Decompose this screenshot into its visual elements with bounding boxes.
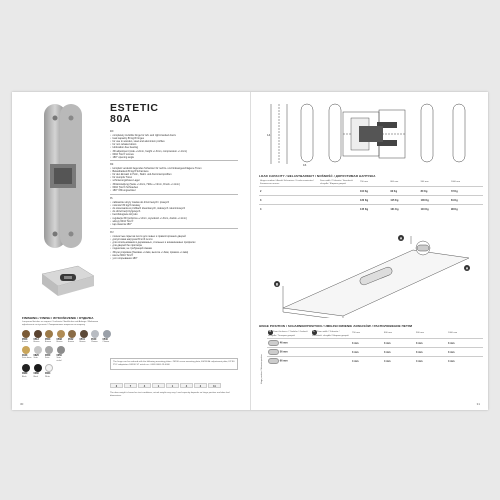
- feature-item: • допустимая нагрузка 80 кг/3 петли: [110, 238, 238, 241]
- finish-heading: FINISHING / FINISH / WYKOŃCZENIE / ОТДЕЛКА: [22, 316, 94, 320]
- product-title: ESTETIC 80A: [110, 102, 159, 125]
- page-number-left: 30: [20, 402, 24, 406]
- page-number-right: 31: [476, 402, 480, 406]
- finish-swatch: [22, 364, 32, 378]
- swatch-code: 0503: [22, 337, 28, 341]
- finish-swatch: [57, 330, 67, 344]
- load-head-width-900: 900 mm: [420, 181, 429, 184]
- hinge-head-width-750: 750 mm: [352, 332, 360, 335]
- swatch-chip: [22, 346, 30, 354]
- swatch-name: Bronze: [22, 341, 28, 344]
- finish-swatch: [80, 364, 90, 378]
- hinge-icon: [268, 340, 279, 346]
- value-cell: 3 mm: [383, 339, 415, 348]
- drawing-dimension: 14: [267, 133, 271, 137]
- feature-item: • 3D-регулировка (боковая +/-2мм, высота +/-3мм, прижим +/-1мм): [110, 251, 238, 254]
- load-head-width: Door width / Türbreite / Szerokość skrzydła / Ширина дверей: [320, 180, 354, 185]
- load-capacity-table: [259, 180, 483, 214]
- swatch-name: Chrome: [102, 341, 110, 344]
- swatch-chip: [34, 330, 42, 338]
- value-cell: 90 Kg: [389, 187, 419, 196]
- row-label: [267, 348, 311, 357]
- row-label: [267, 339, 311, 348]
- swatch-code: 0540: [102, 337, 108, 341]
- feature-item: • komplett verdeckt liegendes Scharnier für rechts- und linksangeschlagene Türen: [110, 167, 238, 170]
- value-cell: 4 mm: [383, 357, 415, 366]
- swatch-name: Bronze: [56, 341, 63, 344]
- swatch-name: Bronze: [45, 341, 51, 344]
- value-cell: 110 Kg: [420, 205, 450, 214]
- spacer-cell: [319, 187, 359, 196]
- feature-item: • load capacity 80 kg/3 hinges: [110, 137, 238, 140]
- digit-cell: 2: [194, 383, 207, 388]
- spacer-cell: [311, 348, 351, 357]
- swatch-code: 0043: [22, 353, 28, 357]
- value-cell: 100 Kg: [420, 196, 450, 205]
- value-cell: 145 Kg: [359, 205, 389, 214]
- row-label: 4: [259, 205, 319, 214]
- feature-item: • для использования в деревянных, стальных и алюминиевых профилях: [110, 241, 238, 244]
- features-en: EN • completely invisible hinge for left- and right-handed doors • load capacity 80 kg/3 hinges • for use in wooden, steel and aluminium profiles • for non rebated doors • lubrication-free bearing • 3D adjustment (side +/-2mm, height +/-3mm, compression +/-1mm) • 6010 Torx® screws • 180° opening angle: [110, 130, 238, 159]
- value-cell: 130 Kg: [359, 196, 389, 205]
- swatch-code: 0080: [22, 371, 28, 375]
- feature-item: • Belastbarkeit 80 kg/3 Scharniere: [110, 170, 238, 173]
- value-cell: 3 mm: [383, 348, 415, 357]
- finish-swatch: [80, 346, 90, 362]
- vertical-label: Hinge position / Scharnierposition: [261, 354, 263, 384]
- hinge-head-width: Door width / Türbreite / Szerokość skrzydła / Ширина дверей: [312, 331, 349, 337]
- feature-item: • für stumpfe Türen: [110, 176, 238, 179]
- finish-swatch: [91, 346, 101, 362]
- hinge-position-heading: HINGE POSITION / SCHARNIERPOSITION / UMIEJSCOWIENIE ZAWIASÓW / РАСПОЛОЖЕНИЕ ПЕТЛИ: [259, 324, 413, 328]
- swatch-name: Satin: [33, 357, 38, 360]
- value-cell: 98 Kg: [450, 205, 483, 214]
- feature-item: • for use in wooden, steel and aluminium profiles: [110, 140, 238, 143]
- digit-cell: 11: [208, 383, 221, 388]
- feature-item: • for non rebated doors: [110, 143, 238, 146]
- value-cell: 81 Kg: [450, 196, 483, 205]
- finish-swatch: [68, 364, 78, 378]
- swatch-name: Black: [22, 375, 27, 378]
- feature-item: • do drzwi bezprzylgowych: [110, 210, 238, 213]
- marker-a: A: [465, 266, 469, 271]
- swatch-chip: [22, 330, 30, 338]
- swatch-row: [22, 330, 112, 344]
- divider: [110, 160, 238, 161]
- swatch-code: 0540: [91, 337, 97, 341]
- load-capacity-heading: LOAD CAPACITY / BELASTBARKEIT / NOŚNOŚĆ / ДОПУСТИМАЯ НАГРУЗКА: [259, 174, 376, 178]
- hinge-icon: [268, 349, 279, 355]
- hinge-head-width-800: 800 mm: [384, 332, 392, 335]
- feature-item: • lubrication-free bearing: [110, 146, 238, 149]
- swatch-name: White: [45, 375, 50, 378]
- swatch-code: 0538: [56, 337, 62, 341]
- spacer-cell: [319, 205, 359, 214]
- drawing-dimension: 16: [303, 163, 307, 167]
- feature-item: • 180° Öffnungswinkel: [110, 189, 238, 192]
- finish-swatch: [80, 330, 90, 344]
- finish-swatches: [22, 330, 112, 381]
- feature-item: • 3D adjustment (side +/-2mm, height +/-3mm, compression +/-1mm): [110, 150, 238, 153]
- value-cell: 80 Kg: [420, 187, 450, 196]
- feature-item: • schmierungsfreies Lager: [110, 179, 238, 182]
- feature-item: • całkowicie ukryty zawias do drzwi lewych i prawych: [110, 201, 238, 204]
- hinge-product-photo: [28, 102, 96, 250]
- left-page: [12, 92, 250, 410]
- swatch-code: 0080: [33, 371, 39, 375]
- feature-item: • для дверей без притвора: [110, 244, 238, 247]
- marker-l-badge: L: [313, 330, 316, 333]
- swatch-code: 0542: [68, 337, 74, 341]
- feature-item: • kąt otwarcia 180°: [110, 223, 238, 226]
- digit-cell: 4: [138, 383, 151, 388]
- swatch-name: Chrome: [91, 341, 98, 344]
- table-row: [267, 348, 483, 357]
- finish-swatch: [34, 330, 44, 344]
- feature-item: • винты 6010 Torx®: [110, 254, 238, 257]
- swatch-name: Black: [33, 375, 39, 378]
- door-thickness: 66 mm: [279, 360, 288, 364]
- swatch-chip: [68, 330, 76, 338]
- load-head-width-1000: 1000 mm: [450, 181, 461, 184]
- swatch-code: 0050: [45, 353, 51, 357]
- finish-swatch: [45, 364, 55, 378]
- feature-item: • für den Einsatz in Holz-, Stahl- und Aluminiumprofilen: [110, 173, 238, 176]
- table-row: [267, 339, 483, 348]
- row-label: 2: [259, 187, 319, 196]
- finish-swatch: [45, 346, 55, 362]
- load-head-width-750: 750 mm: [360, 181, 368, 184]
- swatch-chip: [34, 346, 42, 354]
- door-diagram: [263, 228, 479, 318]
- spacer-cell: [311, 339, 351, 348]
- table-row: [267, 357, 483, 366]
- feature-item: • угол открывания 180°: [110, 257, 238, 260]
- marker-b: B: [275, 282, 279, 287]
- hinge-head-width-900: 900 mm: [416, 332, 424, 335]
- swatch-row: [22, 364, 112, 378]
- digit-strip: [110, 383, 221, 388]
- swatch-chip: [57, 346, 65, 354]
- value-cell: 3 mm: [351, 339, 383, 348]
- feature-item: • 180° opening angle: [110, 156, 238, 159]
- finish-swatch: [45, 330, 55, 344]
- digit-cell: 3: [110, 383, 123, 388]
- value-cell: 110 Kg: [359, 187, 389, 196]
- load-head-width-800: 800 mm: [390, 181, 399, 184]
- value-cell: 72 Kg: [450, 187, 483, 196]
- features-de: DE • komplett verdeckt liegendes Scharnier für rechts- und linksangeschlagene Türen • Belastbarkeit 80 kg/3 Scharniere • für den Einsatz in Holz-, Stahl- und Aluminiumprofilen • für stumpfe Türen • schmierungsfreies Lager • 3D-Einstellung (Seite +/-2mm, Höhe +/-3mm, Druck +/-1mm) • 6010 Torx®-Schrauben • 180° Öffnungswinkel: [110, 163, 238, 192]
- swatch-code: 0504: [45, 337, 51, 341]
- mounting-note: The hinge can be ordered with the following mounting plates: ZM 80 screw mounting plate, EM 80 AL adjustment plate, KP 80 PVC adaptation. EM 80 ST article no.: 0403-0000-13-0000: [110, 358, 238, 370]
- swatch-code: 0064: [45, 371, 51, 375]
- divider: [110, 194, 238, 195]
- swatch-code: 0050: [56, 353, 62, 357]
- value-cell: 3 mm: [351, 348, 383, 357]
- finish-swatch: [91, 364, 101, 378]
- digit-cell: 1: [152, 383, 165, 388]
- value-cell: 4 mm: [351, 357, 383, 366]
- hinge-position-table: [267, 330, 483, 366]
- marker-a: A: [399, 236, 403, 241]
- feature-item: • bezobsługowe łożysko: [110, 213, 238, 216]
- swatch-name: Satin brass: [22, 357, 32, 360]
- feature-item: • подшипник, не требующий смазки: [110, 247, 238, 250]
- spacer-cell: [311, 357, 351, 366]
- finish-swatch: [34, 364, 44, 378]
- technical-drawing: [259, 100, 483, 168]
- value-cell: 3 mm: [447, 348, 483, 357]
- feature-item: • wkręty 6010 Torx®: [110, 220, 238, 223]
- warning-note: The door weight is based on test conditions, actual weight may vary. Load capacity depends on hinge position and door leaf dimensions.: [110, 392, 230, 397]
- value-cell: 131 Kg: [389, 205, 419, 214]
- swatch-name: Bronze: [68, 341, 74, 344]
- value-cell: 4 mm: [415, 357, 447, 366]
- swatch-name: Bronze: [79, 341, 86, 344]
- feature-item: • 6010 Torx®-Schrauben: [110, 186, 238, 189]
- feature-item: • nośność 80 kg/3 zawiasy: [110, 204, 238, 207]
- finish-swatch: [68, 346, 78, 362]
- finish-swatch: [34, 346, 44, 362]
- hinge-icon: [268, 358, 279, 364]
- finish-description: Lacquered finishes on request / Lackierte Oberflächen auf Anfrage / Malowane wykończenie na życzenie / Лакированные покрытия по запросу: [22, 321, 99, 326]
- feature-item: • полностью скрытая петля для левых и правосторонних дверей: [110, 235, 238, 238]
- value-cell: 3 mm: [415, 348, 447, 357]
- divider: [110, 228, 238, 229]
- swatch-chip: [91, 330, 99, 338]
- swatch-name: Satin nickel: [56, 357, 62, 362]
- features-ru: RU • полностью скрытая петля для левых и правосторонних дверей • допустимая нагрузка 80 кг/3 петли • для использования в деревянных, стальных и алюминиевых профилях • для дверей без притвора • подшипник, не требующий смазки • 3D-регулировка (боковая +/-2мм, высота +/-3мм, прижим +/-1мм) • винты 6010 Torx® • угол открывания 180°: [110, 231, 238, 260]
- digit-cell: 7: [124, 383, 137, 388]
- row-label: [267, 357, 311, 366]
- swatch-chip: [45, 330, 53, 338]
- door-thickness: 46 mm: [279, 341, 288, 345]
- hinge-head-thickness: Door thickness / Türdicke / Grubość skrzydła / Толщина дверей: [268, 331, 308, 337]
- swatch-chip: [80, 330, 88, 338]
- value-cell: 4 mm: [447, 357, 483, 366]
- swatch-row: [22, 346, 112, 362]
- finish-swatch: [22, 330, 32, 344]
- digit-cell: 1: [166, 383, 179, 388]
- feature-item: • do stosowania w profilach drewnianych, stalowych i aluminiowych: [110, 207, 238, 210]
- catalog-spread: [12, 92, 488, 410]
- door-thickness: 56 mm: [279, 350, 288, 354]
- swatch-chip: [103, 330, 111, 338]
- value-cell: 115 Kg: [389, 196, 419, 205]
- finish-swatch: [57, 364, 67, 378]
- finish-swatch: [57, 346, 67, 362]
- row-label: 3: [259, 196, 319, 205]
- digit-cell: 4: [180, 383, 193, 388]
- marker-b-badge: B: [269, 330, 272, 333]
- hinge-head-width-1000: 1000 mm: [448, 332, 458, 335]
- swatch-chip: [45, 346, 53, 354]
- finish-swatch: [68, 330, 78, 344]
- spacer-cell: [319, 196, 359, 205]
- features-pl: PL • całkowicie ukryty zawias do drzwi lewych i prawych • nośność 80 kg/3 zawiasy • do stosowania w profilach drewnianych, stalowych i aluminiowych • do drzwi bezprzylgowych • bezobsługowe łożysko • regulacja 3D (pozioma +/-2mm, wysokość +/-3mm, docisk +/-1mm) • wkręty 6010 Torx® • kąt otwarcia 180°: [110, 197, 238, 226]
- hinge-installed-photo: [38, 260, 98, 302]
- table-row: [259, 196, 483, 205]
- feature-item: • 6010 Torx® screws: [110, 153, 238, 156]
- value-cell: 3 mm: [447, 339, 483, 348]
- swatch-code: 0541: [79, 337, 85, 341]
- feature-item: • completely invisible hinge for left- and right-handed doors: [110, 134, 238, 137]
- swatch-chip: [57, 330, 65, 338]
- swatch-name: Bronze: [33, 341, 40, 344]
- load-head-hinges: Hinges number / Anzahl Scharniere / Liczba zawiasów / Количество петель: [260, 180, 314, 185]
- finish-swatch: [91, 330, 101, 344]
- table-row: [259, 187, 483, 196]
- swatch-name: Satin: [45, 357, 50, 360]
- value-cell: 3 mm: [415, 339, 447, 348]
- swatch-code: 0820: [33, 353, 39, 357]
- finish-swatch: [103, 330, 113, 344]
- right-page: [250, 92, 488, 410]
- finish-swatch: [22, 346, 32, 362]
- swatch-code: 0512: [33, 337, 39, 341]
- feature-item: • 3D-Einstellung (Seite +/-2mm, Höhe +/-3mm, Druck +/-1mm): [110, 183, 238, 186]
- feature-item: • regulacja 3D (pozioma +/-2mm, wysokość +/-3mm, docisk +/-1mm): [110, 217, 238, 220]
- table-row: [259, 205, 483, 214]
